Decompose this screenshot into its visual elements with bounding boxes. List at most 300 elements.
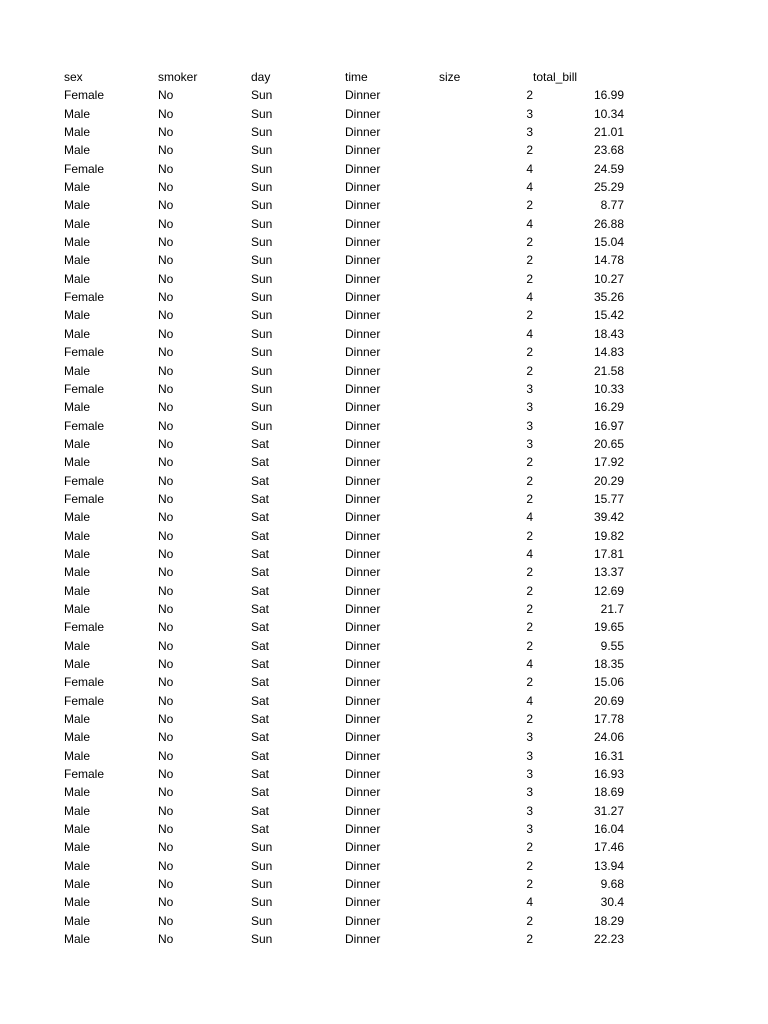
cell-size[interactable]: 3 xyxy=(526,822,533,837)
cell-size[interactable]: 2 xyxy=(526,858,533,873)
cell-time[interactable]: Dinner xyxy=(345,601,381,616)
cell-time[interactable]: Dinner xyxy=(345,418,381,433)
cell-smoker[interactable]: No xyxy=(158,932,174,947)
cell-smoker[interactable]: No xyxy=(158,895,174,910)
cell-sex[interactable]: Male xyxy=(64,106,91,121)
cell-time[interactable]: Dinner xyxy=(345,840,381,855)
cell-time[interactable]: Dinner xyxy=(345,638,381,653)
cell-size[interactable]: 3 xyxy=(526,748,533,763)
cell-total-bill[interactable]: 13.37 xyxy=(593,565,624,580)
cell-size[interactable]: 2 xyxy=(526,198,533,213)
cell-time[interactable]: Dinner xyxy=(345,620,381,635)
cell-size[interactable]: 3 xyxy=(526,730,533,745)
cell-size[interactable]: 2 xyxy=(526,712,533,727)
cell-sex[interactable]: Female xyxy=(64,620,105,635)
cell-smoker[interactable]: No xyxy=(158,400,174,415)
cell-sex[interactable]: Male xyxy=(64,235,91,250)
header-sex[interactable]: sex xyxy=(64,70,83,84)
cell-total-bill[interactable]: 21.58 xyxy=(593,363,624,378)
cell-total-bill[interactable]: 15.42 xyxy=(593,308,624,323)
table-row xyxy=(64,417,644,435)
cell-size[interactable]: 3 xyxy=(526,418,533,433)
cell-day[interactable]: Sat xyxy=(251,491,270,506)
cell-day[interactable]: Sat xyxy=(251,675,270,690)
cell-time[interactable]: Dinner xyxy=(345,877,381,892)
cell-time[interactable]: Dinner xyxy=(345,748,381,763)
cell-total-bill[interactable]: 24.06 xyxy=(593,730,624,745)
cell-size[interactable]: 3 xyxy=(526,125,533,140)
cell-time[interactable]: Dinner xyxy=(345,106,381,121)
cell-size[interactable]: 3 xyxy=(526,785,533,800)
cell-time[interactable]: Dinner xyxy=(345,235,381,250)
cell-size[interactable]: 3 xyxy=(526,436,533,451)
cell-sex[interactable]: Female xyxy=(64,381,105,396)
cell-time[interactable]: Dinner xyxy=(345,822,381,837)
cell-smoker[interactable]: No xyxy=(158,436,174,451)
cell-sex[interactable]: Male xyxy=(64,510,91,525)
cell-total-bill[interactable]: 17.81 xyxy=(593,546,624,561)
cell-total-bill[interactable]: 15.77 xyxy=(593,491,624,506)
cell-time[interactable]: Dinner xyxy=(345,712,381,727)
table-row xyxy=(64,783,644,801)
cell-time[interactable]: Dinner xyxy=(345,381,381,396)
cell-total-bill[interactable]: 25.29 xyxy=(593,180,624,195)
cell-day[interactable]: Sat xyxy=(251,748,270,763)
cell-total-bill[interactable]: 17.92 xyxy=(593,455,624,470)
cell-day[interactable]: Sun xyxy=(251,198,273,213)
cell-total-bill[interactable]: 9.55 xyxy=(600,638,624,653)
cell-day[interactable]: Sun xyxy=(251,216,273,231)
cell-day[interactable]: Sat xyxy=(251,712,270,727)
cell-day[interactable]: Sat xyxy=(251,510,270,525)
cell-day[interactable]: Sun xyxy=(251,345,273,360)
cell-total-bill[interactable]: 24.59 xyxy=(593,161,624,176)
cell-smoker[interactable]: No xyxy=(158,546,174,561)
cell-size[interactable]: 2 xyxy=(526,601,533,616)
cell-day[interactable]: Sat xyxy=(251,693,270,708)
cell-size[interactable]: 4 xyxy=(526,693,533,708)
cell-size[interactable]: 2 xyxy=(526,528,533,543)
cell-sex[interactable]: Male xyxy=(64,363,91,378)
cell-sex[interactable]: Male xyxy=(64,528,91,543)
cell-day[interactable]: Sun xyxy=(251,235,273,250)
cell-smoker[interactable]: No xyxy=(158,767,174,782)
cell-day[interactable]: Sat xyxy=(251,601,270,616)
cell-sex[interactable]: Female xyxy=(64,675,105,690)
cell-day[interactable]: Sat xyxy=(251,583,270,598)
cell-size[interactable]: 2 xyxy=(526,620,533,635)
cell-sex[interactable]: Male xyxy=(64,198,91,213)
cell-day[interactable]: Sun xyxy=(251,88,273,103)
cell-smoker[interactable]: No xyxy=(158,308,174,323)
cell-sex[interactable]: Male xyxy=(64,546,91,561)
cell-time[interactable]: Dinner xyxy=(345,88,381,103)
cell-size[interactable]: 4 xyxy=(526,510,533,525)
cell-time[interactable]: Dinner xyxy=(345,767,381,782)
cell-smoker[interactable]: No xyxy=(158,161,174,176)
cell-day[interactable]: Sun xyxy=(251,418,273,433)
cell-time[interactable]: Dinner xyxy=(345,290,381,305)
cell-sex[interactable]: Female xyxy=(64,767,105,782)
cell-time[interactable]: Dinner xyxy=(345,143,381,158)
cell-total-bill[interactable]: 18.29 xyxy=(593,913,624,928)
cell-sex[interactable]: Female xyxy=(64,345,105,360)
cell-size[interactable]: 3 xyxy=(526,767,533,782)
cell-size[interactable]: 2 xyxy=(526,235,533,250)
cell-sex[interactable]: Male xyxy=(64,822,91,837)
cell-smoker[interactable]: No xyxy=(158,840,174,855)
cell-day[interactable]: Sun xyxy=(251,400,273,415)
cell-smoker[interactable]: No xyxy=(158,180,174,195)
cell-day[interactable]: Sun xyxy=(251,271,273,286)
cell-smoker[interactable]: No xyxy=(158,657,174,671)
cell-total-bill[interactable]: 14.78 xyxy=(593,253,624,268)
cell-total-bill[interactable]: 17.78 xyxy=(593,712,624,727)
cell-size[interactable]: 4 xyxy=(526,290,533,305)
cell-size[interactable]: 2 xyxy=(526,932,533,947)
cell-total-bill[interactable]: 8.77 xyxy=(600,198,624,213)
cell-size[interactable]: 2 xyxy=(526,565,533,580)
cell-time[interactable]: Dinner xyxy=(345,253,381,268)
cell-time[interactable]: Dinner xyxy=(345,803,381,818)
cell-time[interactable]: Dinner xyxy=(345,583,381,598)
cell-day[interactable]: Sun xyxy=(251,326,273,341)
cell-size[interactable]: 2 xyxy=(526,271,533,286)
cell-sex[interactable]: Female xyxy=(64,290,105,305)
cell-sex[interactable]: Female xyxy=(64,418,105,433)
cell-size[interactable]: 2 xyxy=(526,345,533,360)
cell-total-bill[interactable]: 19.65 xyxy=(593,620,624,635)
cell-total-bill[interactable]: 21.7 xyxy=(600,601,624,616)
cell-total-bill[interactable]: 18.69 xyxy=(593,785,624,800)
cell-time[interactable]: Dinner xyxy=(345,693,381,708)
cell-size[interactable]: 3 xyxy=(526,803,533,818)
cell-day[interactable]: Sat xyxy=(251,455,270,470)
cell-sex[interactable]: Male xyxy=(64,895,91,910)
cell-day[interactable]: Sun xyxy=(251,840,273,855)
cell-size[interactable]: 2 xyxy=(526,363,533,378)
cell-size[interactable]: 2 xyxy=(526,877,533,892)
cell-sex[interactable]: Male xyxy=(64,400,91,415)
cell-day[interactable]: Sun xyxy=(251,381,273,396)
cell-time[interactable]: Dinner xyxy=(345,491,381,506)
cell-smoker[interactable]: No xyxy=(158,803,174,818)
cell-sex[interactable]: Male xyxy=(64,326,91,341)
cell-smoker[interactable]: No xyxy=(158,858,174,873)
cell-total-bill[interactable]: 21.01 xyxy=(593,125,624,140)
cell-total-bill[interactable]: 20.69 xyxy=(593,693,624,708)
cell-smoker[interactable]: No xyxy=(158,785,174,800)
cell-time[interactable]: Dinner xyxy=(345,510,381,525)
table-row xyxy=(64,306,644,324)
cell-day[interactable]: Sun xyxy=(251,180,273,195)
cell-sex[interactable]: Female xyxy=(64,693,105,708)
cell-size[interactable]: 2 xyxy=(526,583,533,598)
cell-total-bill[interactable]: 26.88 xyxy=(593,216,624,231)
cell-total-bill[interactable]: 12.69 xyxy=(593,583,624,598)
cell-day[interactable]: Sun xyxy=(251,161,273,176)
cell-total-bill[interactable]: 20.29 xyxy=(593,473,624,488)
cell-smoker[interactable]: No xyxy=(158,822,174,837)
cell-size[interactable]: 2 xyxy=(526,88,533,103)
cell-day[interactable]: Sat xyxy=(251,546,270,561)
cell-total-bill[interactable]: 18.43 xyxy=(593,326,624,341)
cell-day[interactable]: Sun xyxy=(251,363,273,378)
cell-sex[interactable]: Female xyxy=(64,161,105,176)
cell-total-bill[interactable]: 17.46 xyxy=(593,840,624,855)
cell-time[interactable]: Dinner xyxy=(345,400,381,415)
cell-size[interactable]: 4 xyxy=(526,546,533,561)
cell-time[interactable]: Dinner xyxy=(345,216,381,231)
cell-smoker[interactable]: No xyxy=(158,88,174,103)
cell-sex[interactable]: Male xyxy=(64,436,91,451)
cell-size[interactable]: 2 xyxy=(526,675,533,690)
cell-time[interactable]: Dinner xyxy=(345,271,381,286)
cell-time[interactable]: Dinner xyxy=(345,345,381,360)
cell-day[interactable]: Sat xyxy=(251,767,270,782)
table-row xyxy=(64,857,644,875)
cell-sex[interactable]: Male xyxy=(64,271,91,286)
cell-total-bill[interactable]: 10.33 xyxy=(593,381,624,396)
cell-total-bill[interactable]: 30.4 xyxy=(600,895,624,910)
cell-size[interactable]: 4 xyxy=(526,326,533,341)
cell-size[interactable]: 4 xyxy=(526,180,533,195)
cell-smoker[interactable]: No xyxy=(158,601,174,616)
cell-day[interactable]: Sun xyxy=(251,253,273,268)
cell-sex[interactable]: Female xyxy=(64,491,105,506)
cell-size[interactable]: 2 xyxy=(526,253,533,268)
cell-sex[interactable]: Male xyxy=(64,730,91,745)
table-row xyxy=(64,838,644,856)
cell-day[interactable]: Sat xyxy=(251,528,270,543)
cell-day[interactable]: Sun xyxy=(251,125,273,140)
cell-time[interactable]: Dinner xyxy=(345,308,381,323)
cell-total-bill[interactable]: 10.34 xyxy=(593,106,624,121)
cell-total-bill[interactable]: 18.35 xyxy=(593,657,624,671)
cell-time[interactable]: Dinner xyxy=(345,528,381,543)
cell-total-bill[interactable]: 16.93 xyxy=(593,767,624,782)
cell-total-bill[interactable]: 39.42 xyxy=(593,510,624,525)
header-smoker[interactable]: smoker xyxy=(158,70,198,84)
cell-total-bill[interactable]: 15.04 xyxy=(593,235,624,250)
cell-smoker[interactable]: No xyxy=(158,418,174,433)
cell-total-bill[interactable]: 16.29 xyxy=(593,400,624,415)
cell-time[interactable]: Dinner xyxy=(345,546,381,561)
cell-day[interactable]: Sat xyxy=(251,785,270,800)
cell-size[interactable]: 4 xyxy=(526,161,533,176)
cell-day[interactable]: Sun xyxy=(251,858,273,873)
cell-time[interactable]: Dinner xyxy=(345,363,381,378)
cell-time[interactable]: Dinner xyxy=(345,180,381,195)
cell-day[interactable]: Sat xyxy=(251,657,270,671)
cell-sex[interactable]: Male xyxy=(64,877,91,892)
cell-smoker[interactable]: No xyxy=(158,877,174,892)
cell-total-bill[interactable]: 14.83 xyxy=(593,345,624,360)
table-row xyxy=(64,600,644,618)
cell-smoker[interactable]: No xyxy=(158,583,174,598)
cell-size[interactable]: 4 xyxy=(526,657,533,671)
cell-time[interactable]: Dinner xyxy=(345,913,381,928)
cell-total-bill[interactable]: 31.27 xyxy=(593,803,624,818)
cell-time[interactable]: Dinner xyxy=(345,326,381,341)
cell-time[interactable]: Dinner xyxy=(345,657,381,671)
cell-size[interactable]: 3 xyxy=(526,106,533,121)
cell-smoker[interactable]: No xyxy=(158,638,174,653)
cell-time[interactable]: Dinner xyxy=(345,895,381,910)
cell-day[interactable]: Sun xyxy=(251,913,273,928)
cell-day[interactable]: Sat xyxy=(251,822,270,837)
cell-total-bill[interactable]: 16.04 xyxy=(593,822,624,837)
cell-time[interactable]: Dinner xyxy=(345,932,381,947)
table-row xyxy=(64,435,644,453)
cell-smoker[interactable]: No xyxy=(158,693,174,708)
cell-day[interactable]: Sat xyxy=(251,803,270,818)
cell-day[interactable]: Sun xyxy=(251,143,273,158)
cell-smoker[interactable]: No xyxy=(158,125,174,140)
cell-sex[interactable]: Male xyxy=(64,253,91,268)
cell-day[interactable]: Sun xyxy=(251,106,273,121)
table-row xyxy=(64,251,644,269)
cell-sex[interactable]: Male xyxy=(64,858,91,873)
cell-total-bill[interactable]: 16.31 xyxy=(593,748,624,763)
cell-total-bill[interactable]: 16.97 xyxy=(593,418,624,433)
table-row xyxy=(64,545,644,563)
cell-day[interactable]: Sun xyxy=(251,877,273,892)
cell-day[interactable]: Sat xyxy=(251,638,270,653)
cell-day[interactable]: Sat xyxy=(251,473,270,488)
cell-day[interactable]: Sun xyxy=(251,290,273,305)
cell-sex[interactable]: Male xyxy=(64,143,91,158)
cell-size[interactable]: 2 xyxy=(526,473,533,488)
cell-smoker[interactable]: No xyxy=(158,363,174,378)
cell-smoker[interactable]: No xyxy=(158,345,174,360)
cell-smoker[interactable]: No xyxy=(158,712,174,727)
cell-sex[interactable]: Male xyxy=(64,748,91,763)
cell-total-bill[interactable]: 22.23 xyxy=(593,932,624,947)
cell-smoker[interactable]: No xyxy=(158,198,174,213)
cell-smoker[interactable]: No xyxy=(158,235,174,250)
cell-smoker[interactable]: No xyxy=(158,491,174,506)
cell-total-bill[interactable]: 10.27 xyxy=(593,271,624,286)
header-size[interactable]: size xyxy=(439,70,461,84)
cell-day[interactable]: Sat xyxy=(251,620,270,635)
cell-smoker[interactable]: No xyxy=(158,620,174,635)
cell-smoker[interactable]: No xyxy=(158,510,174,525)
cell-time[interactable]: Dinner xyxy=(345,125,381,140)
cell-time[interactable]: Dinner xyxy=(345,785,381,800)
cell-size[interactable]: 2 xyxy=(526,308,533,323)
cell-day[interactable]: Sat xyxy=(251,565,270,580)
cell-size[interactable]: 3 xyxy=(526,400,533,415)
cell-size[interactable]: 2 xyxy=(526,913,533,928)
cell-smoker[interactable]: No xyxy=(158,528,174,543)
cell-time[interactable]: Dinner xyxy=(345,161,381,176)
cell-smoker[interactable]: No xyxy=(158,253,174,268)
cell-size[interactable]: 4 xyxy=(526,895,533,910)
table-row xyxy=(64,123,644,141)
cell-sex[interactable]: Male xyxy=(64,712,91,727)
cell-smoker[interactable]: No xyxy=(158,565,174,580)
cell-sex[interactable]: Female xyxy=(64,473,105,488)
cell-smoker[interactable]: No xyxy=(158,216,174,231)
cell-smoker[interactable]: No xyxy=(158,730,174,745)
cell-day[interactable]: Sun xyxy=(251,895,273,910)
cell-time[interactable]: Dinner xyxy=(345,473,381,488)
cell-size[interactable]: 3 xyxy=(526,381,533,396)
cell-time[interactable]: Dinner xyxy=(345,565,381,580)
cell-total-bill[interactable]: 19.82 xyxy=(593,528,624,543)
cell-smoker[interactable]: No xyxy=(158,290,174,305)
cell-total-bill[interactable]: 16.99 xyxy=(593,88,624,103)
cell-total-bill[interactable]: 23.68 xyxy=(593,143,624,158)
cell-day[interactable]: Sun xyxy=(251,932,273,947)
cell-sex[interactable]: Male xyxy=(64,913,91,928)
table-row xyxy=(64,728,644,746)
cell-time[interactable]: Dinner xyxy=(345,730,381,745)
cell-time[interactable]: Dinner xyxy=(345,675,381,690)
cell-sex[interactable]: Male xyxy=(64,180,91,195)
cell-smoker[interactable]: No xyxy=(158,106,174,121)
cell-time[interactable]: Dinner xyxy=(345,455,381,470)
cell-sex[interactable]: Male xyxy=(64,657,91,671)
cell-total-bill[interactable]: 13.94 xyxy=(593,858,624,873)
cell-size[interactable]: 2 xyxy=(526,143,533,158)
cell-sex[interactable]: Male xyxy=(64,455,91,470)
cell-total-bill[interactable]: 15.06 xyxy=(593,675,624,690)
cell-sex[interactable]: Male xyxy=(64,601,91,616)
cell-sex[interactable]: Male xyxy=(64,565,91,580)
cell-smoker[interactable]: No xyxy=(158,271,174,286)
header-day[interactable]: day xyxy=(251,70,271,84)
cell-size[interactable]: 2 xyxy=(526,840,533,855)
cell-time[interactable]: Dinner xyxy=(345,198,381,213)
cell-sex[interactable]: Male xyxy=(64,803,91,818)
cell-smoker[interactable]: No xyxy=(158,748,174,763)
cell-total-bill[interactable]: 9.68 xyxy=(600,877,624,892)
cell-smoker[interactable]: No xyxy=(158,381,174,396)
cell-size[interactable]: 2 xyxy=(526,491,533,506)
cell-sex[interactable]: Male xyxy=(64,308,91,323)
cell-total-bill[interactable]: 20.65 xyxy=(593,436,624,451)
cell-total-bill[interactable]: 35.26 xyxy=(593,290,624,305)
cell-sex[interactable]: Male xyxy=(64,638,91,653)
cell-size[interactable]: 2 xyxy=(526,455,533,470)
cell-sex[interactable]: Male xyxy=(64,125,91,140)
cell-time[interactable]: Dinner xyxy=(345,436,381,451)
cell-sex[interactable]: Female xyxy=(64,88,105,103)
cell-sex[interactable]: Male xyxy=(64,840,91,855)
cell-sex[interactable]: Male xyxy=(64,583,91,598)
cell-smoker[interactable]: No xyxy=(158,675,174,690)
table-row xyxy=(64,141,644,159)
cell-smoker[interactable]: No xyxy=(158,326,174,341)
cell-sex[interactable]: Male xyxy=(64,785,91,800)
cell-smoker[interactable]: No xyxy=(158,473,174,488)
cell-time[interactable]: Dinner xyxy=(345,858,381,873)
cell-smoker[interactable]: No xyxy=(158,455,174,470)
header-total-bill[interactable]: total_bill xyxy=(533,70,578,84)
cell-smoker[interactable]: No xyxy=(158,913,174,928)
cell-sex[interactable]: Male xyxy=(64,932,91,947)
cell-size[interactable]: 2 xyxy=(526,638,533,653)
cell-day[interactable]: Sat xyxy=(251,436,270,451)
cell-day[interactable]: Sat xyxy=(251,730,270,745)
cell-day[interactable]: Sun xyxy=(251,308,273,323)
cell-sex[interactable]: Male xyxy=(64,216,91,231)
cell-size[interactable]: 4 xyxy=(526,216,533,231)
cell-smoker[interactable]: No xyxy=(158,143,174,158)
header-time[interactable]: time xyxy=(345,70,368,84)
